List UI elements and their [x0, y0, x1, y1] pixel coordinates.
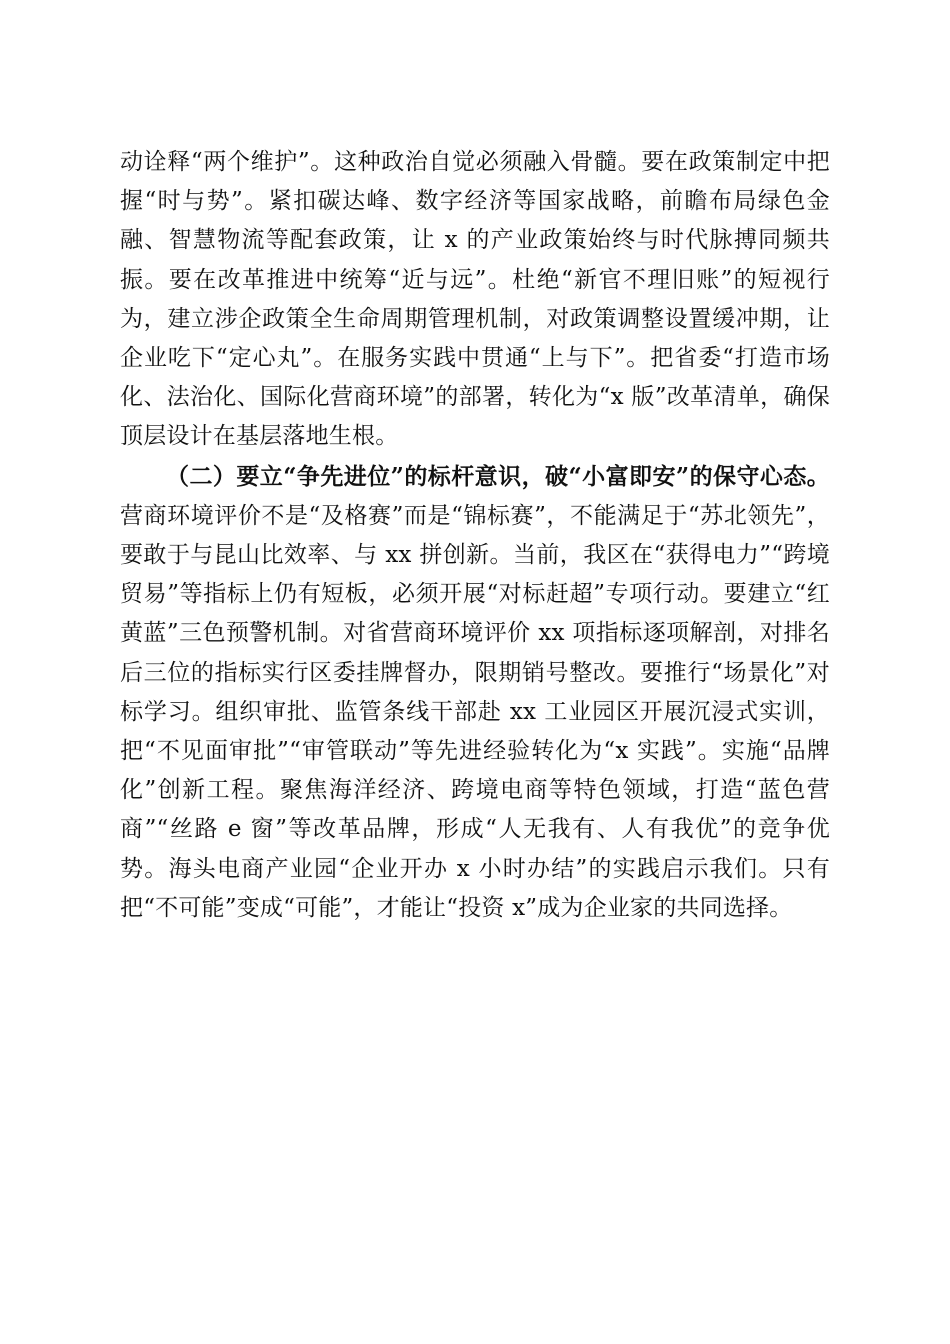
paragraph-text: 动诠释“两个维护”。这种政治自觉必须融入骨髓。要在政策制定中把握“时与势”。紧扣碳达峰、数字经济等国家战略，前瞻布局绿色金融、智慧物流等配套政策，让 x 的产业政策始终与时代脉搏同频共振。要在改革推进中统筹“近与远”。杜绝“新官不理旧账”的短视行为，建立涉企政策全生命周期管理机制，对政策调整设置缓冲期，让企业吃下“定心丸”。在服务实践中贯通“上与下”。把省委“打造市场化、法治化、国际化营商环境”的部署，转化为“x 版”改革清单，确保顶层设计在基层落地生根。 — [120, 149, 830, 450]
section-heading: （二）要立“争先进位”的标杆意识，破“小富即安”的保守心态。 — [166, 462, 830, 490]
document-body — [120, 143, 830, 928]
paragraph-text: 营商环境评价不是“及格赛”而是“锦标赛”，不能满足于“苏北领先”，要敢于与昆山比效率、与 xx 拼创新。当前，我区在“获得电力”“跨境贸易”等指标上仍有短板，必须开展“对标赶超”专项行动。要建立“红黄蓝”三色预警机制。对省营商环境评价 xx 项指标逐项解剖，对排名后三位的指标实行区委挂牌督办，限期销号整改。要推行“场景化”对标学习。组织审批、监管条线干部赴 xx 工业园区开展沉浸式实训，把“不见面审批”“审管联动”等先进经验转化为“x 实践”。实施“品牌化”创新工程。聚焦海洋经济、跨境电商等特色领域，打造“蓝色营商”“丝路 e 窗”等改革品牌，形成“人无我有、人有我优”的竞争优势。海头电商产业园“企业开办 x 小时办结”的实践启示我们。只有把“不可能”变成“可能”，才能让“投资 x”成为企业家的共同选择。 — [120, 502, 830, 921]
paragraph-continuation — [120, 143, 830, 457]
paragraph-section-two — [120, 457, 830, 928]
